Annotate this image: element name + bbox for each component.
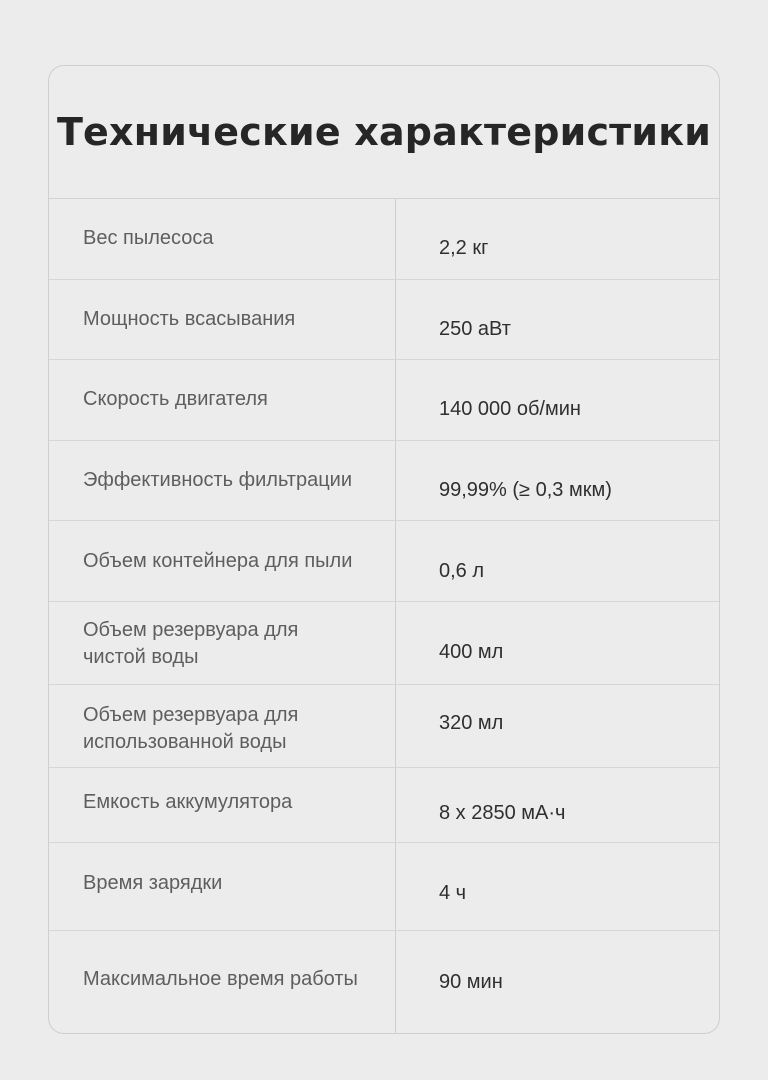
spec-row-weight	[49, 199, 719, 280]
spec-value: 99,99% (≥ 0,3 мкм)	[439, 479, 612, 501]
spec-row-suction-power	[49, 280, 719, 360]
spec-row-dust-container	[49, 521, 719, 602]
spec-row-motor-speed	[49, 360, 719, 441]
spec-row-battery	[49, 768, 719, 843]
spec-label: Мощность всасывания	[83, 308, 296, 330]
spec-label: Объем резервуара для чистой воды	[83, 619, 299, 668]
spec-value: 90 мин	[439, 971, 503, 993]
spec-label: Вес пылесоса	[83, 227, 214, 249]
spec-label: Максимальное время работы	[83, 968, 358, 990]
spec-value: 2,2 кг	[439, 237, 489, 259]
spec-row-runtime	[49, 931, 719, 1034]
spec-value: 140 000 об/мин	[439, 398, 581, 420]
spec-value: 250 аВт	[439, 318, 511, 340]
spec-label: Объем резервуара для использованной воды	[83, 704, 299, 753]
spec-value: 400 мл	[439, 641, 504, 663]
spec-row-clean-water-tank	[49, 602, 719, 685]
spec-label: Время зарядки	[83, 872, 223, 894]
spec-label: Объем контейнера для пыли	[83, 550, 353, 572]
spec-label: Емкость аккумулятора	[83, 791, 293, 813]
spec-value: 0,6 л	[439, 560, 485, 582]
spec-value: 4 ч	[439, 882, 467, 904]
spec-row-dirty-water-tank	[49, 685, 719, 768]
specs-title: Технические характеристики	[49, 66, 719, 199]
spec-row-charging-time	[49, 843, 719, 931]
specs-card	[48, 65, 720, 1034]
spec-row-filtration	[49, 441, 719, 521]
spec-label: Скорость двигателя	[83, 388, 268, 410]
spec-value: 8 x 2850 мА·ч	[439, 802, 566, 824]
spec-value: 320 мл	[439, 712, 504, 734]
spec-label: Эффективность фильтрации	[83, 469, 353, 491]
